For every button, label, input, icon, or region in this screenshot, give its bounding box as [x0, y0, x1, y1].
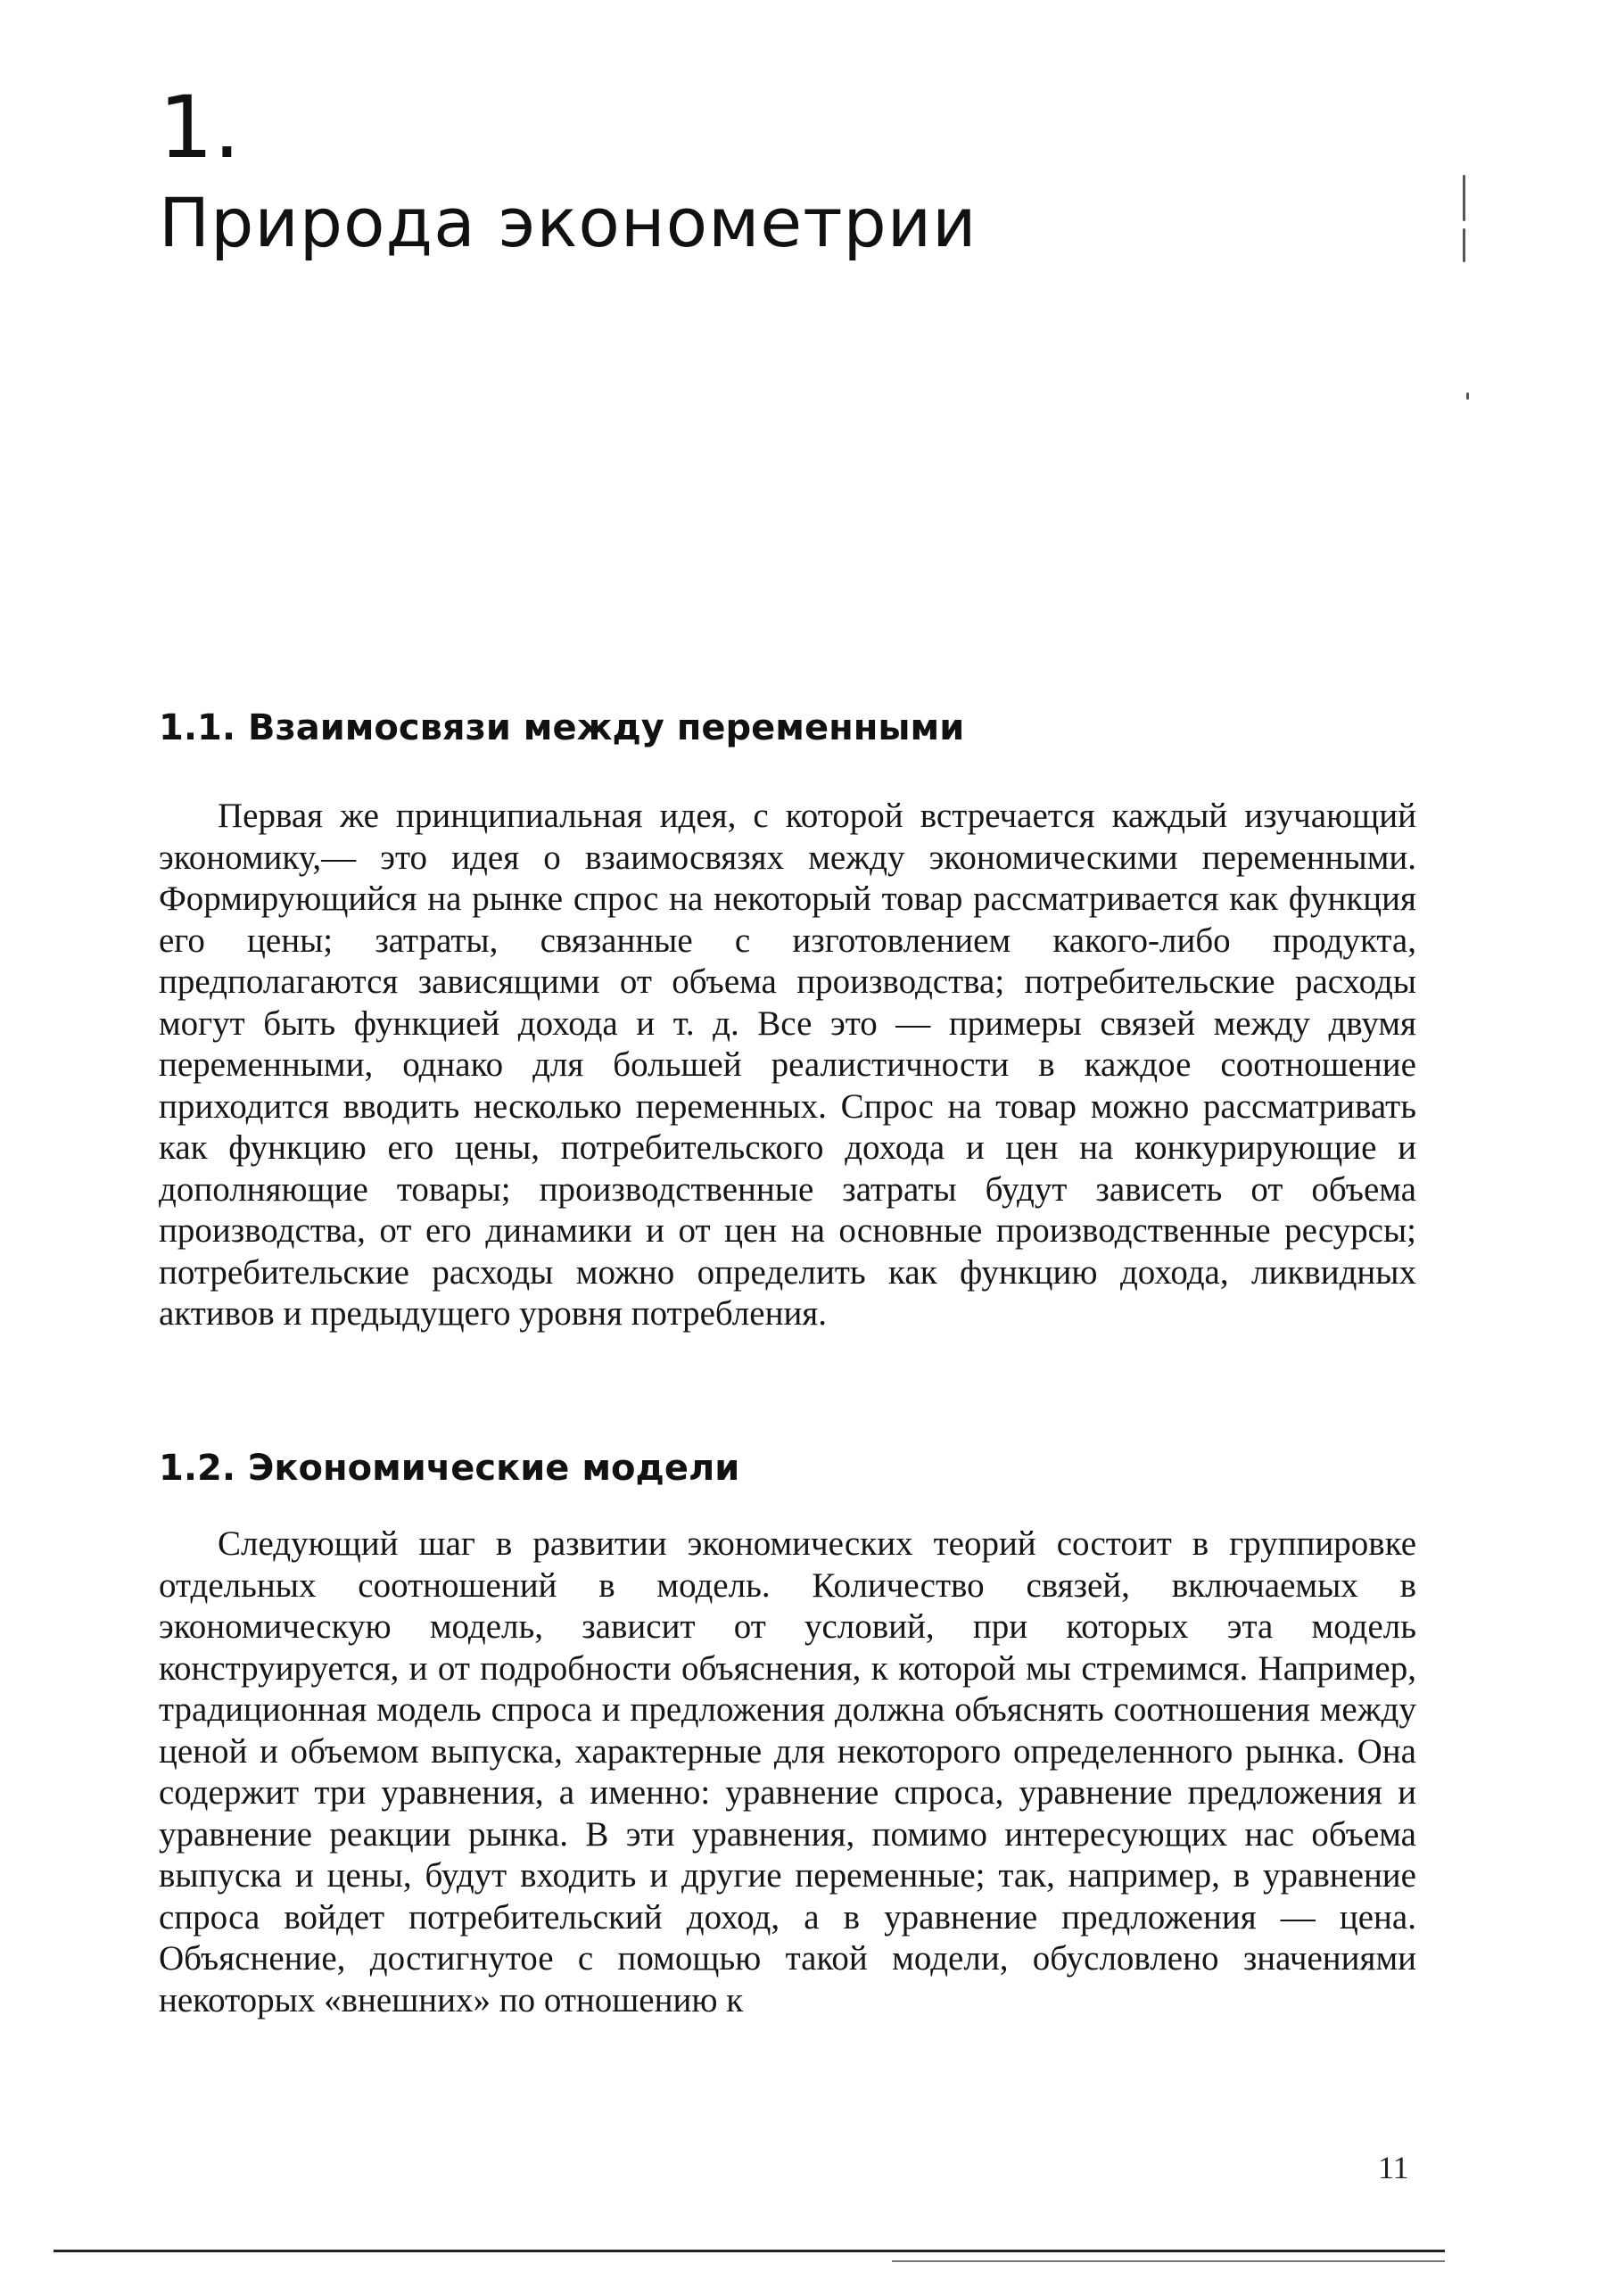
bottom-rule-fade [892, 2260, 1445, 2262]
section-paragraph-1-2: Следующий шаг в развитии экономических теорий состоит в группировке отдельных соотношений в модель. Количество связей, включаемых в экономическую модель, зависит от условий, при которых эта модель конструируется, и от подробности объяснения, к которой мы стремимся. Например, традиционная модель спроса и предложения должна объяснять соотношения между ценой и объемом выпуска, характерные для некоторого определенного рынка. Она содержит три уравнения, а именно: уравнение спроса, уравнение предложения и уравнение реакции рынка. В эти уравнения, помимо интересующих нас объема выпуска и цены, будут входить и другие переменные; так, например, в уравнение спроса войдет потребительский доход, а в уравнение предложения — цена. Объяснение, достигнутое с помощью такой модели, обусловлено значениями некоторых «внешних» по отношению к [159, 1524, 1416, 2019]
scan-mark [1466, 392, 1469, 400]
scan-mark [1463, 175, 1465, 221]
section-paragraph-1-1: Первая же принципиальная идея, с которой встречается каждый изучающий экономику,— это идея о взаимосвязях между экономическими переменными. Формирующийся на рынке спрос на некоторый товар рассматривается как функция его цены; затраты, связанные с изготовлением какого-либо продукта, предполагаются зависящими от объема производства; потребительские расходы могут быть функцией дохода и т. д. Все это — примеры связей между двумя переменными, однако для большей реалистичности в каждое соотношение приходится вводить несколько переменных. Спрос на товар можно рассматривать как функцию его цены, потребительского дохода и цен на конкурирующие и дополняющие товары; производственные затраты будут зависеть от объема производства, от его динамики и от цен на основные производственные ресурсы; потребительские расходы можно определить как функцию дохода, ликвидных активов и предыдущего уровня потребления. [159, 797, 1416, 1333]
section-heading-1-2: 1.2. Экономические модели [159, 1448, 740, 1489]
chapter-title: Природа эконометрии [159, 183, 978, 262]
scan-mark [1463, 228, 1465, 262]
chapter-number: 1. [159, 78, 241, 178]
page-number: 11 [1378, 2150, 1409, 2185]
section-heading-1-1: 1.1. Взаимосвязи между переменными [159, 707, 965, 748]
bottom-rule [54, 2250, 1445, 2252]
